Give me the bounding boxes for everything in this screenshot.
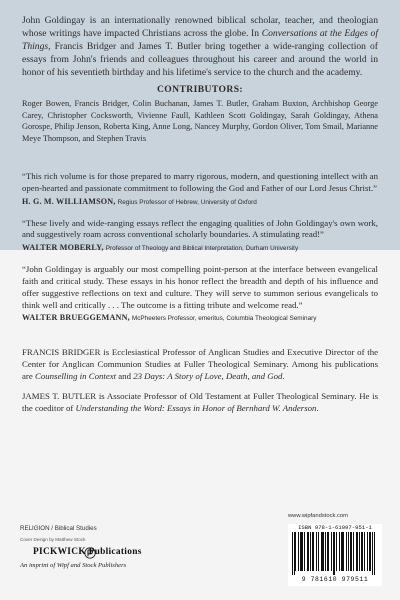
barcode-bar [341,532,342,571]
bridger-book-2: 23 Days: A Story of Love, Death, and God [133,370,283,381]
butler-bio-text-2: . [316,402,319,413]
barcode-bar [362,532,363,571]
endorser-name-1: H. G. M. WILLIAMSON, [22,196,116,206]
barcode-bar [351,532,352,571]
barcode-bar [333,532,334,575]
publisher-name: PICKWICK Publications [33,547,142,557]
barcode-bar [331,532,332,571]
barcode-bar [310,532,311,571]
barcode-bar [364,532,365,571]
barcode-bar [325,532,326,571]
barcode [292,532,378,575]
barcode-bar [292,532,293,575]
barcode-bar [343,532,344,571]
contributors-list: Roger Bowen, Francis Bridger, Colin Buchanan, James T. Butler, Graham Buxton, Archbishop George Carey, Christopher Cocksworth, Vivienne Faull, Kathleen Scott Goldingay, Sarah Goldingay, Athena Gorospe, Philip Jenson, Roberta King, Anne Long, Nancey Murphy, Gordon Oliver, Tom Smail, Marianne Meye Thompson, and Stephen Travis [22,99,378,143]
endorsement-quote-3: “John Goldingay is arguably our most compelling point-person at the interface between evangelical faith and critical study. These essays in his honor reflect the breadth and depth of his influence and offer suggestive reflections on text and culture. They will serve to summon serious evangelicals to think well and critically . . . The outcome is a fitting tribute and welcome read.” [22,264,378,310]
barcode-bar [298,532,299,571]
intro-text-2: , Francis Bridger and James T. Butler bring together a wide-ranging collection of essays from John's friends and colleagues throughout his career and around the world in honor of his seventieth birthday and his lifetime's service to the church and the academy. [22,41,378,78]
endorser-role-2: Professor of Theology and Biblical Interpretation, Durham University [105,245,299,253]
barcode-bar [336,532,337,571]
isbn-label: ISBN 978-1-61097-951-1 [298,524,372,531]
barcode-bar [328,532,329,571]
barcode-bar [359,532,360,571]
barcode-bar [374,532,375,575]
barcode-bar [312,532,313,571]
barcode-bar [361,532,362,571]
bridger-bio-text-2: and [116,370,134,381]
barcode-bar [367,532,368,571]
endorsement-quote-1: “This rich volume is for those prepared to marry rigorous, modern, and questioning intellect with an open-hearted and passionate commitment to following the God and Father of our Lord Jesus Christ.” [22,171,378,193]
bridger-bio-text-3: . [282,370,285,381]
barcode-bar [342,532,343,571]
intro-text-1: John Goldingay is an internationally renowned biblical scholar, teacher, and theologian whose writings have impacted Christians across the globe. In [22,15,378,39]
bridger-book-1: Counselling in Context [34,370,117,381]
butler-book-1: Understanding the Word: Essays in Honor of Bernhard W. Anderson [75,402,317,413]
subject-category: RELIGION / Biblical Studies [20,525,97,532]
barcode-bar [357,532,358,571]
barcode-bar [308,532,309,571]
publisher-imprint: An imprint of Wipf and Stock Publishers [20,562,127,569]
barcode-bar [322,532,323,571]
barcode-bar [353,532,354,571]
barcode-bar [372,532,373,575]
cover-design-credit: Cover Design by Matthew Stock [20,537,86,542]
barcode-bar [294,532,295,575]
barcode-bar [323,532,324,571]
barcode-box [288,524,382,586]
barcode-bar [300,532,301,571]
barcode-bar [304,532,305,571]
barcode-bar [302,532,303,571]
barcode-bar [334,532,335,575]
barcode-bar [370,532,371,571]
endorsement-quote-2: “These lively and wide-ranging essays reflect the engaging qualities of John Goldingay's own work, and suggestively roam across conventional scholarly boundaries. A stimulating read!” [22,217,378,240]
barcode-bar [316,532,317,571]
barcode-bar [339,532,340,571]
barcode-bar [313,532,314,571]
endorser-role-3: McPheeters Professor, emeritus, Columbia Theological Seminary [131,315,317,323]
barcode-bar [350,532,351,571]
barcode-bar [346,532,347,571]
barcode-bar [301,532,302,571]
publisher-website: www.wipfandstock.com [288,513,348,519]
bridger-bio-text-1: FRANCIS BRIDGER is Ecclesiastical Professor of Anglican Studies and Executive Director of the Center for Anglican Communion Studies at Fuller Theological Seminary. Among his publications are [22,347,378,381]
butler-bio-text-1: JAMES T. BUTLER is Associate Professor of Old Testament at Fuller Theological Seminary. He is the coeditor of [22,390,378,413]
barcode-bar [307,532,308,571]
barcode-bar [318,532,319,571]
barcode-bar [356,532,357,571]
barcode-bar [321,532,322,571]
endorser-name-3: WALTER BRUEGGEMANN, [22,313,130,323]
intro-book-title: Conversations at the Edges of Things [22,28,378,52]
barcode-digits: 9 781610 979511 [301,576,369,583]
endorser-role-1: Regius Professor of Hebrew, University of Oxford [117,198,257,206]
contributors-heading: CONTRIBUTORS: [156,84,244,95]
barcode-bar [348,532,349,571]
barcode-bar [327,532,328,571]
barcode-bar [295,532,296,571]
endorser-name-2: WALTER MOBERLY, [22,243,104,253]
barcode-bar [369,532,370,571]
